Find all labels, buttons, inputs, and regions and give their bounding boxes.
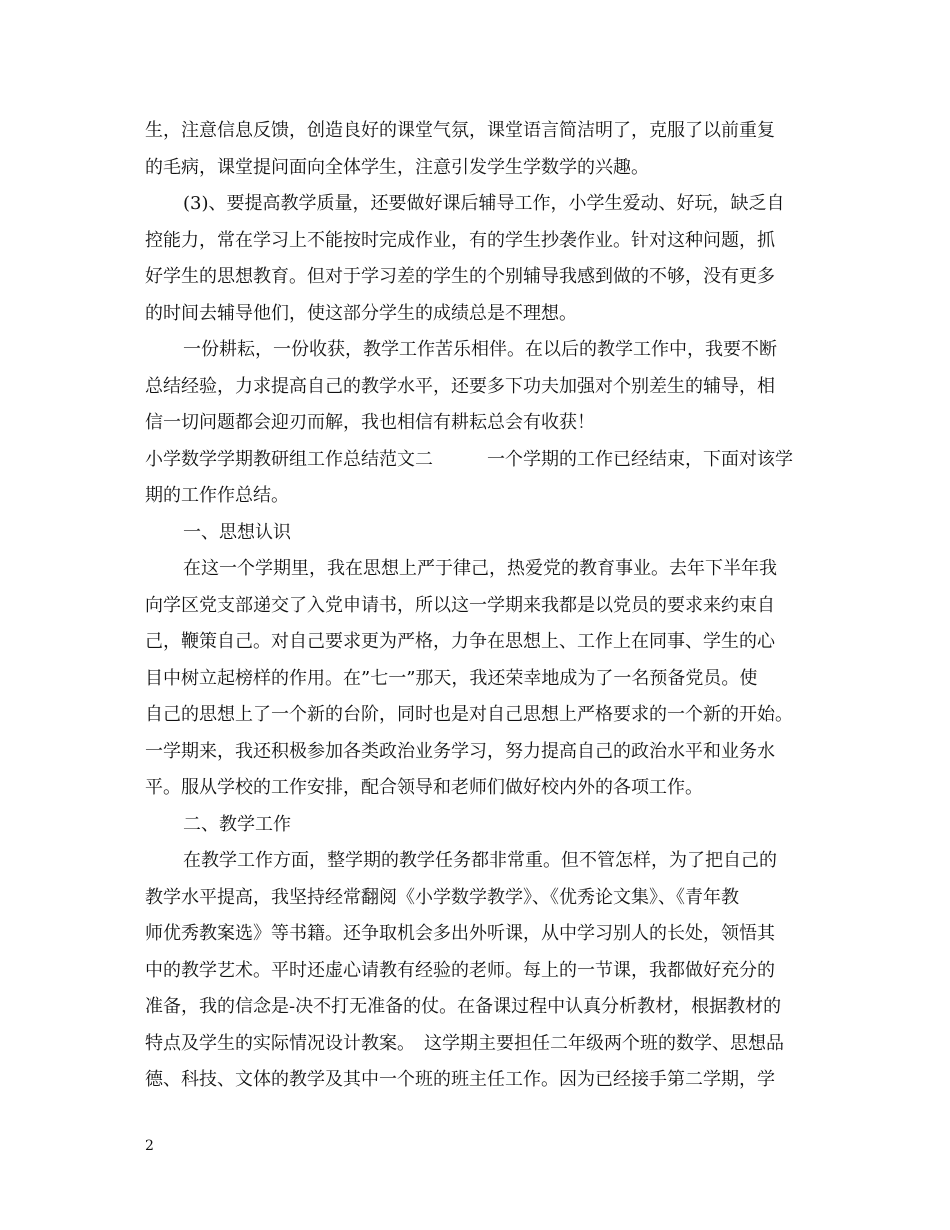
text-line: 德、科技、文体的教学及其中一个班的班主任工作。因为已经接手第二学期，学 [145, 1069, 775, 1090]
text-line: 向学区党支部递交了入党申请书，所以这一学期来我都是以党员的要求来约束自 [145, 594, 775, 616]
text-line: 一份耕耘，一份收获，教学工作苦乐相伴。在以后的教学工作中，我要不断 [183, 339, 777, 360]
text-line: 中的教学艺术。平时还虚心请教有经验的老师。每上的一节课，我都做好充分的 [145, 959, 775, 981]
text-line: 二、教学工作 [183, 813, 291, 835]
page-number: 2 [145, 1138, 154, 1154]
text-line: 期的工作作总结。 [145, 485, 289, 506]
text-line: 己，鞭策自己。对自己要求更为严格，力争在思想上、工作上在同事、学生的心 [145, 631, 775, 652]
text-line: (3)、要提高教学质量，还要做好课后辅导工作，小学生爱动、好玩，缺乏自 [183, 193, 785, 214]
text-line: 在这一个学期里，我在思想上严于律己，热爱党的教育事业。去年下半年我 [183, 558, 777, 579]
text-line: 目中树立起榜样的作用。在”七一”那天，我还荣幸地成为了一名预备党员。使 [145, 667, 758, 689]
text-line: 特点及学生的实际情况设计教案。 这学期主要担任二年级两个班的数学、思想品 [145, 1032, 784, 1054]
text-line: 信一切问题都会迎刃而解，我也相信有耕耘总会有收获！ [145, 412, 595, 433]
text-line: 师优秀教案选》等书籍。还争取机会多出外听课，从中学习别人的长处，领悟其 [145, 923, 775, 944]
text-line: 在教学工作方面，整学期的教学任务都非常重。但不管怎样，为了把自己的 [183, 850, 777, 871]
text-line: 控能力，常在学习上不能按时完成作业，有的学生抄袭作业。针对这种问题，抓 [145, 229, 775, 251]
text-line: 的时间去辅导他们，使这部分学生的成绩总是不理想。 [145, 302, 577, 324]
text-line: 平。服从学校的工作安排，配合领导和老师们做好校内外的各项工作。 [145, 777, 703, 798]
text-line: 一学期来，我还积极参加各类政治业务学习，努力提高自己的政治水平和业务水 [145, 740, 775, 762]
text-line: 的毛病，课堂提问面向全体学生，注意引发学生学数学的兴趣。 [145, 156, 649, 178]
text-line: 生，注意信息反馈，创造良好的课堂气氛，课堂语言简洁明了，克服了以前重复 [145, 120, 775, 141]
text-line: 自己的思想上了一个新的台阶，同时也是对自己思想上严格要求的一个新的开始。 [145, 704, 793, 725]
text-line: 一、思想认识 [183, 521, 291, 543]
text-line: 好学生的思想教育。但对于学习差的学生的个别辅导我感到做的不够，没有更多 [145, 266, 775, 287]
text-line: 准备，我的信念是-决不打无准备的仗。在备课过程中认真分析教材，根据教材的 [145, 996, 782, 1017]
text-line: 教学水平提高，我坚持经常翻阅《小学数学教学》、《优秀论文集》、《青年教 [145, 886, 739, 908]
text-line: 小学数学学期教研组工作总结范文二 一个学期的工作已经结束，下面对该学 [145, 448, 793, 470]
text-line: 总结经验，力求提高自己的教学水平，还要多下功夫加强对个别差生的辅导，相 [145, 375, 775, 397]
